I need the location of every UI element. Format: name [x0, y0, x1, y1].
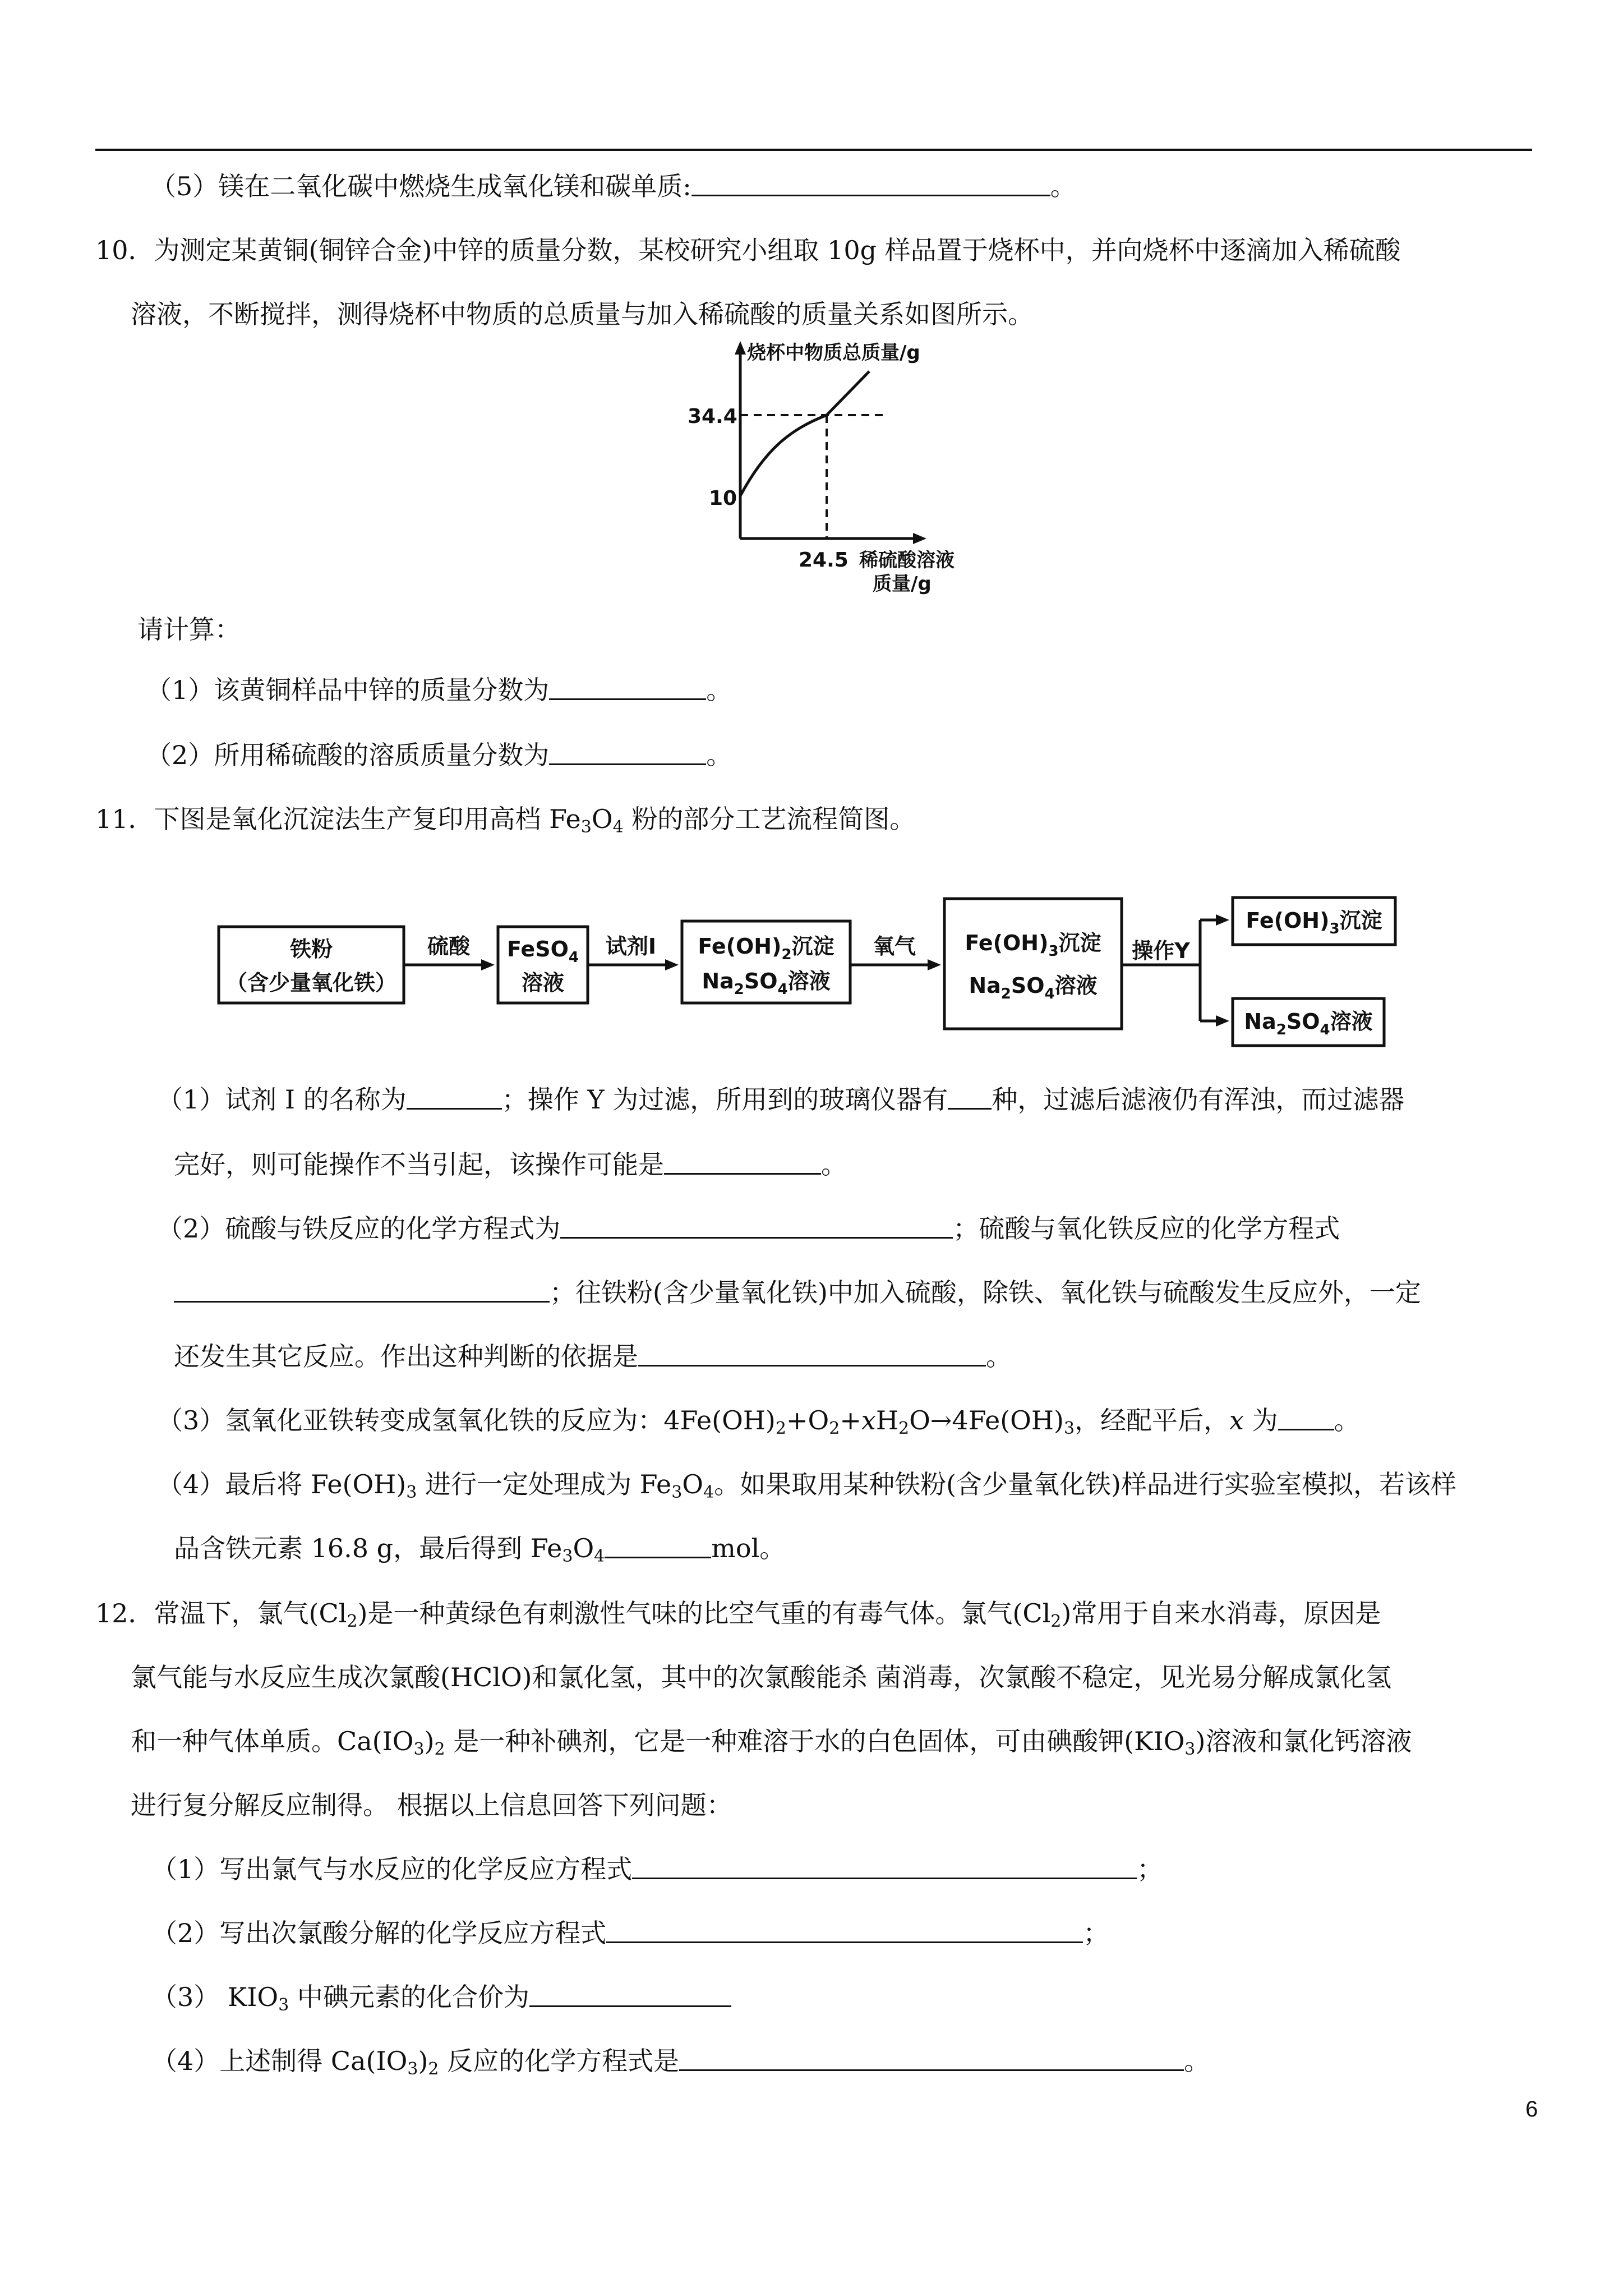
out2-label: $Na_2SO_4$溶液: [1244, 1009, 1373, 1038]
page-number: 6: [1525, 2097, 1538, 2122]
answer-blank[interactable]: [632, 1855, 1137, 1879]
answer-blank[interactable]: [691, 172, 1050, 196]
q11-part4-line1: （4）最后将 $Fe(OH)_3$ 进行一定处理成为 $Fe_3O_4$。如果取用某种铁粉(含少量氧化铁)样品进行实验室模拟，若该样: [157, 1469, 1457, 1502]
y-axis-arrow: [735, 341, 746, 355]
box4-line1: $Fe(OH)_3$沉淀: [965, 931, 1101, 960]
q12-part3: （3） $KIO_3$ 中碘元素的化合价为: [151, 1980, 731, 2014]
q11-part2-line2: ；往铁粉(含少量氧化铁)中加入硫酸，除铁、氧化铁与硫酸发生反应外，一定: [174, 1276, 1421, 1309]
answer-blank[interactable]: [1278, 1406, 1334, 1430]
q12-line2: 氯气能与水反应生成次氯酸(HClO)和氯化氢，其中的次氯酸能杀 菌消毒，次氯酸不稳定，见光易分解成氯化氢: [131, 1662, 1392, 1692]
out1-label: $Fe(OH)_3$沉淀: [1246, 908, 1382, 937]
arrow1-label: 硫酸: [427, 934, 471, 959]
arrow4-label: 操作Y: [1132, 938, 1190, 963]
curve-reaction: [740, 415, 827, 496]
q10-line2: 溶液，不断搅拌，测得烧杯中物质的总质量与加入稀硫酸的质量关系如图所示。: [131, 299, 1034, 329]
answer-blank[interactable]: [529, 1983, 731, 2007]
answer-blank[interactable]: [407, 1085, 502, 1110]
q11-title: 11．下图是氧化沉淀法生产复印用高档 $Fe_3O_4$ 粉的部分工艺流程简图。: [95, 804, 916, 837]
answer-blank[interactable]: [606, 1919, 1083, 1943]
q11-part2-line1: （2）硫酸与铁反应的化学方程式为 ；硫酸与氧化铁反应的化学方程式: [157, 1213, 1340, 1244]
arrow2-label: 试剂I: [605, 934, 657, 959]
q12-part4: （4）上述制得 $Ca(IO_3)_2$ 反应的化学方程式是 。: [151, 2046, 1210, 2079]
q12-part2: （2）写出次氯酸分解的化学反应方程式 ；: [151, 1918, 1109, 1948]
y-tick-high: 34.4: [688, 405, 737, 428]
answer-blank[interactable]: [549, 676, 706, 700]
answer-blank[interactable]: [664, 1151, 821, 1175]
box1-line2: （含少量氧化铁）: [225, 970, 397, 995]
q12-line1: 12．常温下，氯气$(Cl_2)$是一种黄绿色有刺激性气味的比空气重的有毒气体。氯气$(Cl_2)$常用于自来水消毒，原因是: [95, 1598, 1381, 1631]
q10-part1: （1）该黄铜样品中锌的质量分数为 。: [146, 675, 732, 705]
process-flowchart: [213, 892, 1424, 1055]
q10-part2: （2）所用稀硫酸的溶质质量分数为 。: [146, 740, 732, 770]
q11-part4-line2: 品含铁元素 16.8 g，最后得到 $Fe_3O_4$ mol。: [174, 1533, 786, 1566]
flow-box-fe-oh3: [944, 899, 1122, 1029]
q10-prompt: 请计算：: [137, 614, 241, 645]
x-label-1: 稀硫酸溶液: [859, 549, 955, 572]
y-tick-low: 10: [709, 487, 737, 510]
q11-part1-line2: 完好，则可能操作不当引起，该操作可能是 。: [174, 1149, 847, 1180]
arrow3-label: 氧气: [873, 934, 916, 959]
q11-part1-line1: （1）试剂 I 的名称为 ；操作 Y 为过滤，所用到的玻璃仪器有 种，过滤后滤液仍有浑浊，而过滤器: [157, 1084, 1405, 1115]
q9-part5: （5）镁在二氧化碳中燃烧生成氧化镁和碳单质: 。: [150, 171, 1076, 201]
q12-line3: 和一种气体单质。$Ca(IO_3)_2$ 是一种补碘剂，它是一种难溶于水的白色固体，可由碘酸钾$(KIO_3)$溶液和氯化钙溶液: [131, 1726, 1412, 1759]
y-label: 烧杯中物质总质量/g: [747, 342, 920, 364]
box3-line1: $Fe(OH)_2$沉淀: [698, 934, 834, 963]
answer-blank[interactable]: [560, 1214, 953, 1239]
box1-line1: 铁粉: [289, 937, 333, 961]
answer-blank[interactable]: [174, 1278, 550, 1303]
header-rule: [95, 149, 1532, 151]
q10-line1: 10．为测定某黄铜(铜锌合金)中锌的质量分数，某校研究小组取 10g 样品置于烧杯中，并向烧杯中逐滴加入稀硫酸: [95, 235, 1401, 265]
answer-blank[interactable]: [679, 2047, 1184, 2071]
box2-line2: 溶液: [521, 970, 565, 995]
q11-part3: （3）氢氧化亚铁转变成氢氧化铁的反应为：$4Fe(OH)_2+O_2+xH_2O\to 4Fe(OH)_3$，经配平后，x 为 。: [157, 1405, 1360, 1438]
x-axis-arrow: [913, 533, 926, 544]
answer-blank[interactable]: [638, 1342, 986, 1366]
answer-blank[interactable]: [605, 1534, 711, 1558]
mass-chart: [662, 337, 1009, 606]
box4-line2: $Na_2SO_4$溶液: [969, 973, 1098, 1002]
box2-line1: FeSO$_4$: [507, 937, 579, 966]
curve-after: [827, 371, 869, 415]
q11-part2-line3: 还发生其它反应。作出这种判断的依据是 。: [174, 1341, 1012, 1372]
answer-blank[interactable]: [549, 741, 706, 765]
answer-blank[interactable]: [948, 1085, 992, 1110]
q12-part1: （1）写出氯气与水反应的化学反应方程式 ；: [151, 1854, 1163, 1884]
box3-line2: $Na_2SO_4$溶液: [702, 969, 831, 998]
x-label-2: 质量/g: [873, 573, 932, 595]
x-tick: 24.5: [799, 549, 849, 572]
q12-line4: 进行复分解反应制得。 根据以上信息回答下列问题：: [131, 1790, 732, 1820]
